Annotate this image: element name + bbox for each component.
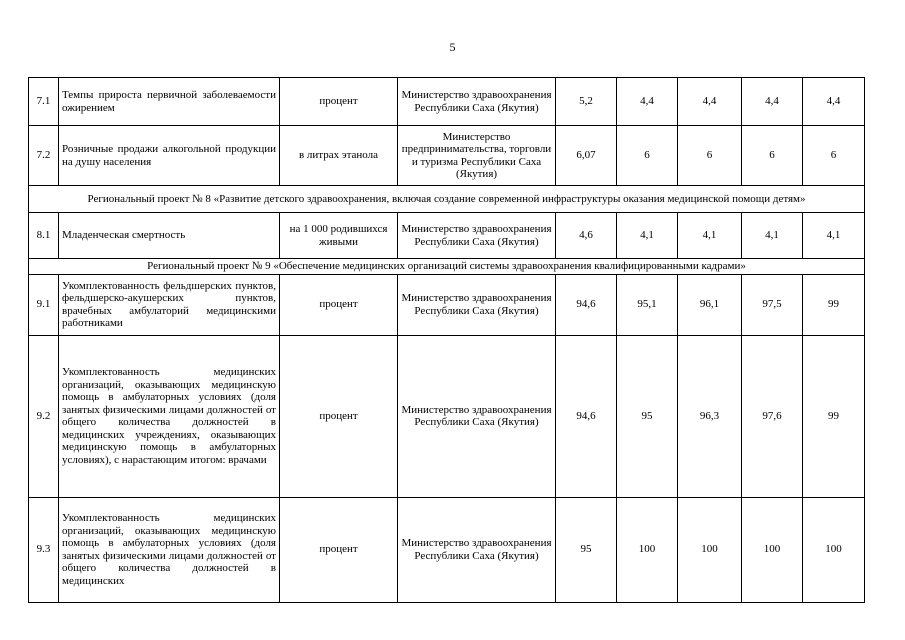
value-cell: 4,4 xyxy=(803,78,865,126)
responsible-org: Министерство здравоохранения Республики Саха (Якутия) xyxy=(398,78,556,126)
table-row xyxy=(29,126,865,186)
unit-cell: процент xyxy=(280,78,398,126)
row-number: 9.1 xyxy=(29,274,59,335)
value-cell: 97,5 xyxy=(742,274,803,335)
value-cell: 100 xyxy=(803,497,865,602)
value-cell: 99 xyxy=(803,274,865,335)
unit-cell: процент xyxy=(280,335,398,497)
unit-cell: на 1 000 родившихся живыми xyxy=(280,213,398,259)
value-cell: 94,6 xyxy=(556,335,617,497)
unit-cell: процент xyxy=(280,274,398,335)
value-cell: 95 xyxy=(556,497,617,602)
indicator-name: Укомплектованность медицинских организаций, оказывающих медицинскую помощь в амбулаторных условиях (доля занятых физическими лицами должностей от общего количества должностей в медицинских учреждениях, оказывающих медицинскую помощь в амбулаторных условиях), с нарастающим итогом: врачами xyxy=(59,335,280,497)
value-cell: 100 xyxy=(617,497,678,602)
value-cell: 6 xyxy=(617,126,678,186)
responsible-org: Министерство здравоохранения Республики Саха (Якутия) xyxy=(398,335,556,497)
responsible-org: Министерство здравоохранения Республики Саха (Якутия) xyxy=(398,274,556,335)
value-cell: 4,1 xyxy=(803,213,865,259)
value-cell: 6 xyxy=(678,126,742,186)
table-row xyxy=(29,335,865,497)
value-cell: 4,6 xyxy=(556,213,617,259)
project-title: Региональный проект № 8 «Развитие детского здравоохранения, включая создание современной инфраструктуры оказания медицинской помощи детям» xyxy=(29,186,865,213)
value-cell: 4,1 xyxy=(678,213,742,259)
responsible-org: Министерство здравоохранения Республики Саха (Якутия) xyxy=(398,497,556,602)
indicator-name: Темпы прироста первичной заболеваемости ожирением xyxy=(59,78,280,126)
value-cell: 96,1 xyxy=(678,274,742,335)
responsible-org: Министерство предпринимательства, торговли и туризма Республики Саха (Якутия) xyxy=(398,126,556,186)
value-cell: 5,2 xyxy=(556,78,617,126)
indicator-name: Укомплектованность фельдшерских пунктов, фельдшерско-акушерских пунктов, врачебных амбулаторий медицинскими работниками xyxy=(59,274,280,335)
value-cell: 100 xyxy=(742,497,803,602)
row-number: 9.3 xyxy=(29,497,59,602)
table-row xyxy=(29,213,865,259)
value-cell: 97,6 xyxy=(742,335,803,497)
value-cell: 6 xyxy=(803,126,865,186)
section-banner xyxy=(29,259,865,275)
unit-cell: процент xyxy=(280,497,398,602)
indicator-name: Младенческая смертность xyxy=(59,213,280,259)
section-banner xyxy=(29,186,865,213)
project-title: Региональный проект № 9 «Обеспечение медицинских организаций системы здравоохранения квалифицированными кадрами» xyxy=(29,259,865,275)
value-cell: 4,4 xyxy=(678,78,742,126)
value-cell: 4,1 xyxy=(617,213,678,259)
value-cell: 4,4 xyxy=(617,78,678,126)
value-cell: 95 xyxy=(617,335,678,497)
indicator-name: Розничные продажи алкогольной продукции на душу населения xyxy=(59,126,280,186)
row-number: 7.1 xyxy=(29,78,59,126)
row-number: 7.2 xyxy=(29,126,59,186)
table-row xyxy=(29,497,865,602)
table-row xyxy=(29,274,865,335)
unit-cell: в литрах этанола xyxy=(280,126,398,186)
value-cell: 4,4 xyxy=(742,78,803,126)
value-cell: 4,1 xyxy=(742,213,803,259)
indicators-table xyxy=(28,77,865,603)
responsible-org: Министерство здравоохранения Республики Саха (Якутия) xyxy=(398,213,556,259)
value-cell: 6,07 xyxy=(556,126,617,186)
page-number: 5 xyxy=(449,40,456,54)
row-number: 9.2 xyxy=(29,335,59,497)
table-row xyxy=(29,78,865,126)
row-number: 8.1 xyxy=(29,213,59,259)
value-cell: 96,3 xyxy=(678,335,742,497)
value-cell: 95,1 xyxy=(617,274,678,335)
value-cell: 6 xyxy=(742,126,803,186)
value-cell: 100 xyxy=(678,497,742,602)
value-cell: 99 xyxy=(803,335,865,497)
value-cell: 94,6 xyxy=(556,274,617,335)
indicator-name: Укомплектованность медицинских организаций, оказывающих медицинскую помощь в амбулаторных условиях (доля занятых физическими лицами должностей от общего количества должностей в медицинских xyxy=(59,497,280,602)
